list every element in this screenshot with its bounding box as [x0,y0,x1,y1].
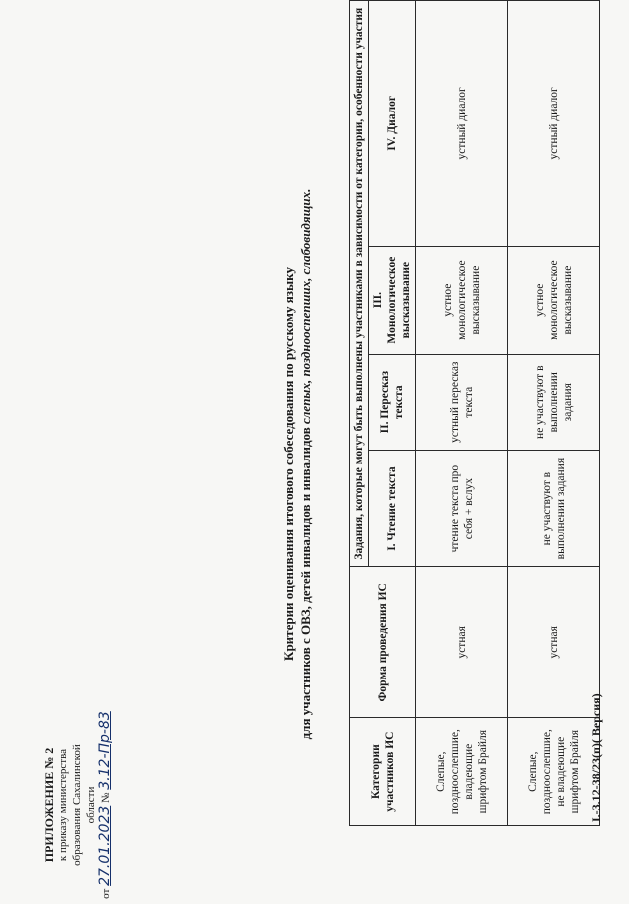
header-form: Форма проведения ИС [350,567,416,718]
cell-form: устная [508,567,600,718]
header-task2: II. Пересказ текста [369,354,416,450]
cell-category: Слепые, поздноослепшие, владеющие шрифтом Брайля [416,718,508,826]
appendix-line: образования Сахалинской [71,744,83,866]
table-row [508,1,600,826]
document-footer: I.-3.12-38/23(п)( Версия) [589,693,603,822]
header-row [350,1,369,826]
header-task4: IV. Диалог [369,1,416,247]
cell-task3: устное монологическое высказывание [508,246,600,354]
title-line-2 [297,134,314,794]
document-title [280,134,314,794]
title-line-2-plain: для участников с ОВЗ, детей инвалидов и инвалидов [298,427,313,740]
criteria-table [349,0,600,826]
table-row [416,1,508,826]
handwritten-date: 27.01.2023 [97,805,113,886]
number-prefix: № [100,792,112,803]
date-prefix: от [100,888,112,899]
header-task3: III. Монологическое высказывание [369,246,416,354]
cell-task4: устный диалог [416,1,508,247]
appendix-line: области [85,786,97,824]
header-tasks: Задания, которые могут быть выполнены участниками в зависимости от категории, особенности участия [350,1,369,567]
title-line-1: Критерии оценивания итогового собеседования по русскому языку [281,267,296,661]
header-category: Категории участников ИС [350,718,416,826]
appendix-line: к приказу министерства [57,748,69,862]
cell-task2: устный пересказ текста [416,354,508,450]
cell-task1: не участвуют в выполнении задания [508,450,600,566]
cell-task2: не участвуют в выполнении задания [508,354,600,450]
appendix-block [42,710,113,900]
cell-task3: устное монологическое высказывание [416,246,508,354]
cell-form: устная [416,567,508,718]
handwritten-number: 3.12-Пр-83 [97,711,113,790]
appendix-date-line [98,710,113,900]
cell-task4: устный диалог [508,1,600,247]
cell-task1: чтение текста про себя + вслух [416,450,508,566]
title-line-2-italic: слепых, позднооспепших, слабовидящих. [298,188,313,425]
header-task1: I. Чтение текста [369,450,416,566]
appendix-title: ПРИЛОЖЕНИЕ № 2 [42,747,56,863]
cell-category: Слепые, поздноослепшие, не владеющие шрифтом Брайля [508,718,600,826]
